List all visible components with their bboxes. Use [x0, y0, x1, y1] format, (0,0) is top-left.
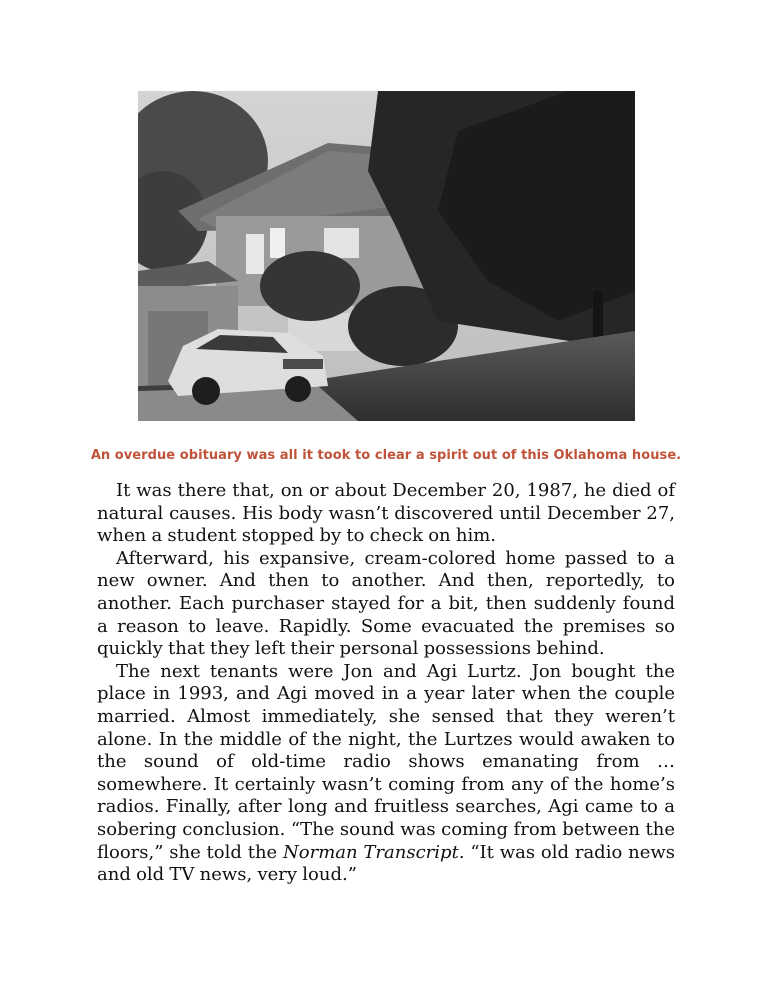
article-body — [97, 480, 675, 887]
house-photo-graphic — [138, 91, 635, 421]
paragraph-3 — [97, 661, 675, 887]
photo-caption: An overdue obituary was all it took to clear a spirit out of this Oklahoma house. — [90, 448, 682, 463]
house-photo — [138, 91, 635, 421]
paragraph-3-text-after: . “It was old radio news and old TV news, very loud.” — [97, 841, 675, 886]
paragraph-2: Afterward, his expansive, cream-colored home passed to a new owner. And then to another. And then, reportedly, to another. Each purchaser stayed for a bit, then suddenly found a reason to leave. Rapidly. Some evacuated the premises so quickly that they left their personal possessions behind. — [97, 547, 675, 660]
newspaper-title: Norman Transcript — [283, 841, 459, 863]
paragraph-1: It was there that, on or about December 20, 1987, he died of natural causes. His body wasn’t discovered until December 27, when a student stopped by to check on him. — [97, 480, 675, 547]
paragraph-3-text-before: The next tenants were Jon and Agi Lurtz. Jon bought the place in 1993, and Agi moved in a year later when the couple married. Almost immediately, she sensed that they weren’t alone. In the middle of the night, the Lurtzes would awaken to the sound of old-time radio shows emanating from … somewhere. It certainly wasn’t coming from any of the home’s radios. Finally, after long and fruitless searches, Agi came to a sobering conclusion. “The sound was coming from between the floors,” she told the — [97, 660, 675, 863]
